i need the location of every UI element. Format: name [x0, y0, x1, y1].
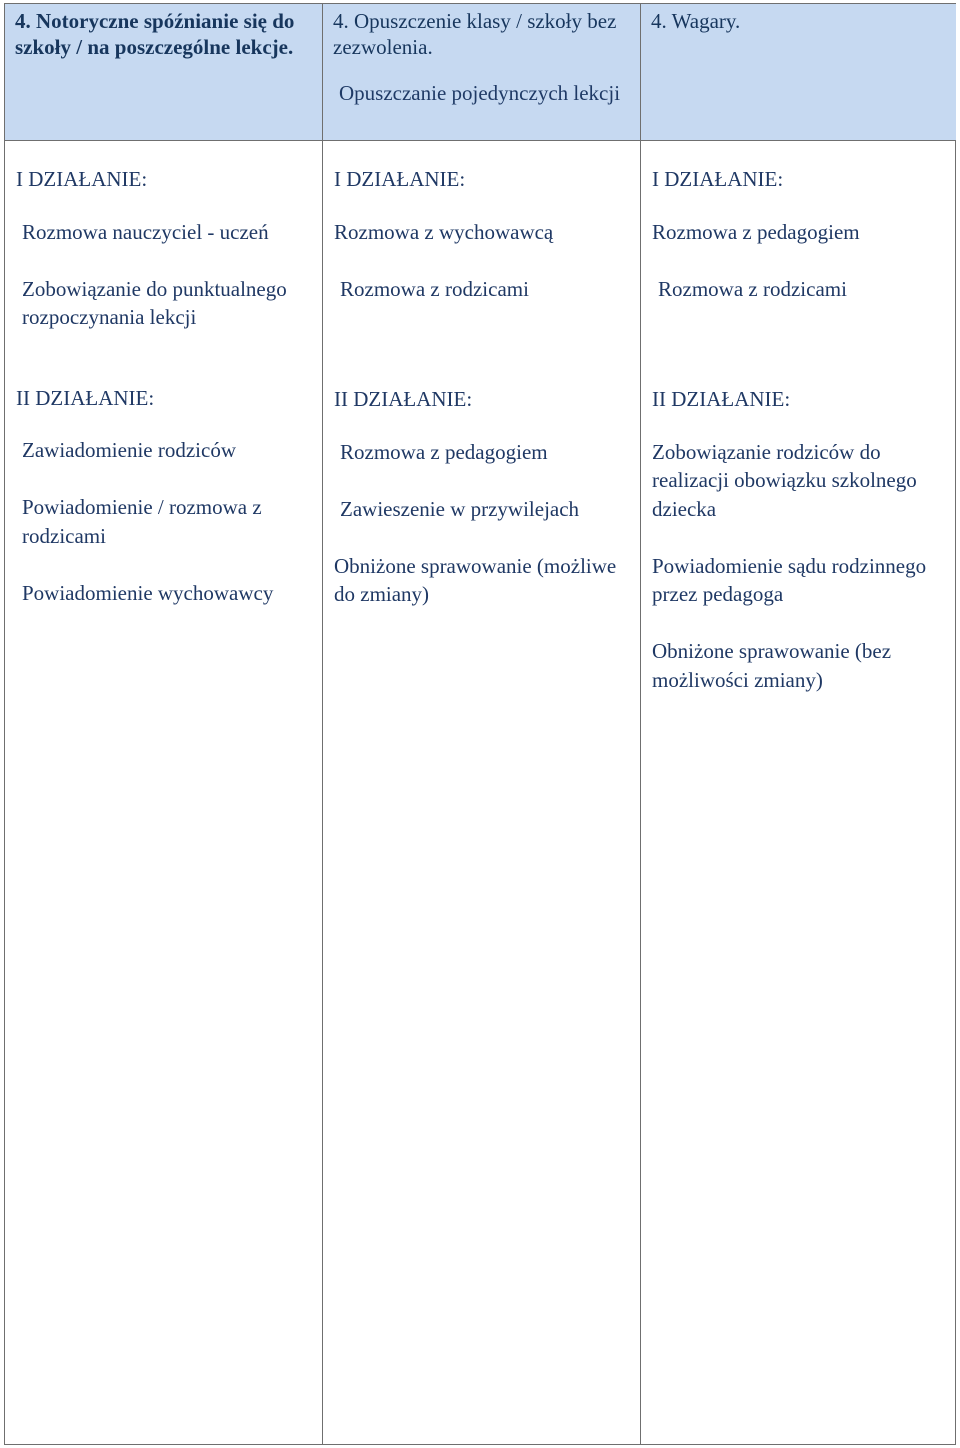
header-title: 4. Notoryczne spóźnianie się do szkoły / na poszczególne lekcje.: [15, 9, 295, 59]
action-item: Powiadomienie sądu rodzinnego przez pedagoga: [652, 553, 927, 606]
action-item: Rozmowa z pedagogiem: [652, 219, 860, 244]
action-1-title: I DZIAŁANIE:: [16, 167, 148, 191]
action-item: Powiadomienie wychowawcy: [22, 580, 274, 605]
action-item: Rozmowa nauczyciel - uczeń: [22, 219, 269, 244]
action-item: Zawiadomienie rodziców: [22, 438, 236, 462]
action-item: Zobowiązanie rodziców do realizacji obowiązku szkolnego dziecka: [652, 439, 917, 521]
action-2-title: II DZIAŁANIE:: [16, 385, 155, 410]
column-leaving-school: [322, 4, 640, 1444]
column-header: [323, 4, 640, 141]
action-1-title: I DZIAŁANIE:: [334, 167, 466, 191]
action-2-title: II DZIAŁANIE:: [334, 387, 473, 411]
column-header: [5, 4, 322, 141]
column-body: [5, 141, 322, 636]
action-item: Obniżone sprawowanie (bez możliwości zmiany): [652, 639, 892, 692]
action-item: Rozmowa z pedagogiem: [340, 439, 548, 464]
action-item: Rozmowa z wychowawcą: [334, 219, 554, 244]
action-item: [334, 552, 634, 609]
action-item: Powiadomienie / rozmowa z rodzicami: [22, 495, 262, 548]
header-title: 4. Opuszczenie klasy / szkoły bez zezwolenia.: [333, 9, 617, 59]
action-item: Rozmowa z rodzicami: [340, 276, 529, 301]
procedures-table: [4, 3, 956, 1445]
action-item: [16, 275, 316, 332]
action-item-text: Obniżone sprawowanie (możliwe do zmiany): [334, 553, 617, 606]
column-late-arrival: [5, 4, 322, 1444]
column-body: [641, 141, 956, 723]
column-body: [323, 141, 640, 637]
action-1-title: I DZIAŁANIE:: [652, 167, 784, 191]
action-2-title: II DZIAŁANIE:: [652, 387, 791, 411]
column-truancy: [640, 4, 956, 1444]
column-header: [641, 4, 956, 141]
action-item-text: Zobowiązanie do punktualnego rozpoczynania lekcji: [22, 276, 287, 329]
action-item: Rozmowa z rodzicami: [658, 276, 847, 301]
header-title: 4. Wagary.: [651, 9, 741, 33]
header-subtitle: Opuszczanie pojedynczych lekcji: [339, 81, 621, 105]
action-item: Zawieszenie w przywilejach: [340, 496, 580, 521]
